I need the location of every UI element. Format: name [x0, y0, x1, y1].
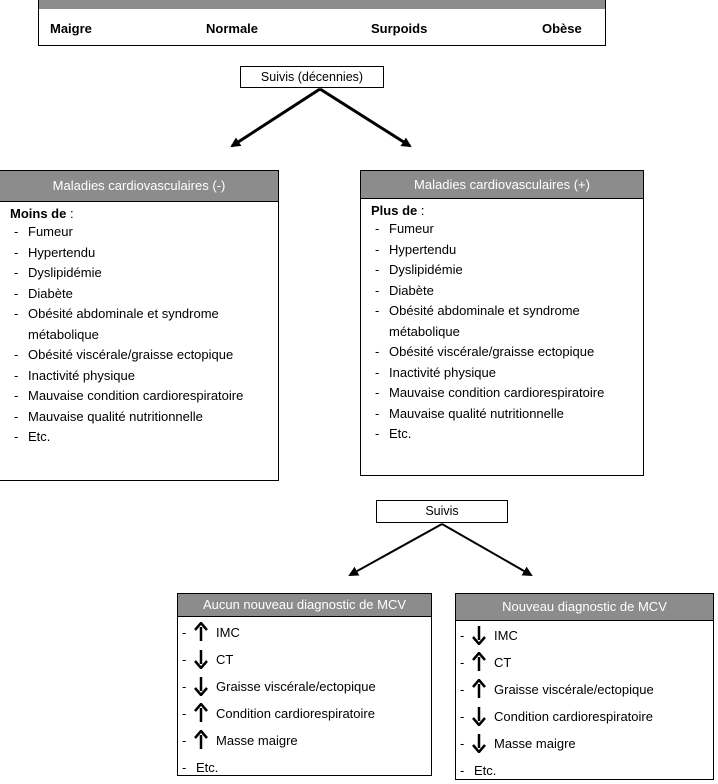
marker-item: [456, 649, 713, 676]
bullet-dash: -: [375, 303, 380, 318]
risk-factor-item: [10, 407, 272, 428]
risk-factor-label: Inactivité physique: [28, 367, 135, 383]
marker-item: [456, 622, 713, 649]
arrow-up-icon: [472, 679, 486, 699]
arrow-down-icon: [472, 625, 486, 645]
scale-label-surpoids: Surpoids: [371, 21, 428, 36]
marker-item: [178, 646, 431, 673]
marker-item: [456, 703, 713, 730]
follow-up-decades-label: Suivis (décennies): [260, 70, 364, 84]
risk-factor-list-negative: [10, 222, 272, 448]
risk-factor-item: [10, 366, 272, 387]
risk-factor-label: Mauvaise condition cardiorespiratoire: [28, 388, 244, 403]
marker-item: [456, 730, 713, 757]
arrow-up-icon: [194, 622, 208, 642]
risk-factor-item: [371, 281, 637, 302]
panel-cvd-positive-body: [361, 199, 643, 445]
marker-list-no-new-diagnosis: [178, 617, 431, 781]
bullet-dash: -: [375, 405, 380, 421]
marker-label: CT: [216, 652, 234, 667]
risk-factor-item: [371, 383, 637, 404]
bullet-dash: -: [14, 265, 19, 280]
bullet-dash: -: [460, 682, 465, 697]
panel-cvd-negative-intro: Moins de :: [10, 206, 74, 221]
marker-label: Graisse viscérale/ectopique: [216, 679, 376, 694]
bullet-dash: -: [182, 706, 187, 721]
panel-no-new-diagnosis-title: Aucun nouveau diagnostic de MCV: [178, 594, 431, 617]
marker-item: [178, 619, 431, 646]
bullet-dash: -: [460, 655, 465, 670]
marker-item: [178, 700, 431, 727]
risk-factor-item: [10, 263, 272, 284]
arrow-to-bottom-right: [442, 524, 531, 575]
arrow-up-icon: [194, 730, 208, 750]
risk-factor-label: Inactivité physique: [389, 364, 496, 380]
marker-label: Masse maigre: [216, 733, 298, 748]
marker-label: Condition cardiorespiratoire: [216, 706, 375, 721]
arrow-to-left-panel: [232, 89, 320, 146]
bullet-dash: -: [14, 285, 19, 301]
risk-factor-label: Diabète: [389, 282, 434, 298]
bullet-dash: -: [14, 244, 19, 260]
risk-factor-item: [10, 284, 272, 305]
risk-factor-item: [371, 240, 637, 261]
scale-label-normale: Normale: [206, 21, 259, 36]
scale-label-obese: Obèse: [542, 21, 582, 36]
panel-new-diagnosis: [455, 593, 714, 780]
arrow-to-right-panel: [320, 89, 410, 146]
risk-factor-item: [371, 260, 637, 281]
marker-item: [178, 673, 431, 700]
risk-factor-item: [371, 424, 637, 445]
risk-factor-label: Fumeur: [389, 221, 434, 236]
bullet-dash: -: [460, 709, 465, 724]
arrow-up-icon: [472, 652, 486, 672]
bullet-dash: -: [375, 282, 380, 298]
risk-factor-item: [10, 345, 272, 366]
bullet-dash: -: [14, 388, 19, 403]
marker-label: Graisse viscérale/ectopique: [494, 682, 654, 697]
panel-cvd-negative-title: Maladies cardiovasculaires (-): [0, 171, 278, 202]
marker-list-new-diagnosis: [456, 621, 713, 784]
risk-factor-label: Dyslipidémie: [28, 265, 102, 280]
panel-cvd-negative: [0, 170, 279, 481]
arrow-down-icon: [194, 676, 208, 696]
arrow-down-icon: [472, 733, 486, 753]
bullet-dash: -: [375, 241, 380, 257]
risk-factor-label: Diabète: [28, 285, 73, 301]
bullet-dash: -: [375, 262, 380, 277]
bullet-dash: -: [182, 760, 187, 775]
risk-factor-label: Obésité viscérale/graisse ectopique: [28, 347, 234, 362]
arrow-to-bottom-left: [350, 524, 442, 575]
bullet-dash: -: [14, 429, 19, 444]
risk-factor-item: [371, 404, 637, 425]
bullet-dash: -: [375, 364, 380, 380]
marker-item: [456, 757, 713, 784]
bullet-dash: -: [460, 736, 465, 751]
panel-cvd-negative-body: [0, 202, 278, 448]
bullet-dash: -: [182, 625, 187, 640]
bullet-dash: -: [460, 628, 465, 643]
risk-factor-item: [371, 301, 637, 342]
risk-factor-label: Mauvaise qualité nutritionnelle: [28, 408, 203, 424]
marker-item: [456, 676, 713, 703]
risk-factor-item: [10, 386, 272, 407]
bullet-dash: -: [375, 221, 380, 236]
panel-no-new-diagnosis: [177, 593, 432, 776]
risk-factor-label: Hypertendu: [28, 244, 96, 260]
bullet-dash: -: [182, 733, 187, 748]
marker-label: Masse maigre: [494, 736, 576, 751]
risk-factor-list-positive: [371, 219, 637, 445]
panel-cvd-positive-intro: Plus de :: [371, 203, 425, 218]
follow-up-label: Suivis: [425, 504, 459, 518]
risk-factor-item: [371, 219, 637, 240]
scale-label-maigre: Maigre: [50, 21, 92, 36]
risk-factor-label: Mauvaise qualité nutritionnelle: [389, 405, 564, 421]
risk-factor-item: [371, 342, 637, 363]
risk-factor-label: Etc.: [389, 426, 412, 441]
panel-cvd-positive-title: Maladies cardiovasculaires (+): [361, 171, 643, 199]
marker-item: [178, 727, 431, 754]
bullet-dash: -: [460, 763, 465, 778]
arrow-up-icon: [194, 703, 208, 723]
marker-label: CT: [494, 655, 512, 670]
arrow-down-icon: [194, 649, 208, 669]
risk-factor-label: Obésité abdominale et syndrome métabolique: [389, 303, 580, 339]
risk-factor-item: [10, 222, 272, 243]
bullet-dash: -: [14, 408, 19, 424]
bullet-dash: -: [14, 347, 19, 362]
marker-label: Etc.: [474, 763, 497, 778]
marker-label: Condition cardiorespiratoire: [494, 709, 653, 724]
bullet-dash: -: [375, 344, 380, 359]
bullet-dash: -: [14, 224, 19, 239]
risk-factor-item: [10, 427, 272, 448]
risk-factor-label: Dyslipidémie: [389, 262, 463, 277]
risk-factor-label: Obésité viscérale/graisse ectopique: [389, 344, 595, 359]
marker-item: [178, 754, 431, 781]
marker-label: Etc.: [196, 760, 219, 775]
bullet-dash: -: [375, 385, 380, 400]
follow-up-decades-box: [240, 66, 384, 88]
bullet-dash: -: [182, 652, 187, 667]
risk-factor-item: [10, 304, 272, 345]
risk-factor-label: Mauvaise condition cardiorespiratoire: [389, 385, 605, 400]
bullet-dash: -: [14, 306, 19, 321]
bullet-dash: -: [182, 679, 187, 694]
risk-factor-label: Etc.: [28, 429, 51, 444]
risk-factor-label: Obésité abdominale et syndrome métabolique: [28, 306, 219, 342]
risk-factor-label: Fumeur: [28, 224, 73, 239]
bullet-dash: -: [375, 426, 380, 441]
panel-new-diagnosis-title: Nouveau diagnostic de MCV: [456, 594, 713, 621]
panel-cvd-positive: [360, 170, 644, 476]
risk-factor-item: [10, 243, 272, 264]
arrow-down-icon: [472, 706, 486, 726]
follow-up-box: [376, 500, 508, 523]
marker-label: IMC: [494, 628, 518, 643]
risk-factor-label: Hypertendu: [389, 241, 457, 257]
bullet-dash: -: [14, 367, 19, 383]
risk-factor-item: [371, 363, 637, 384]
marker-label: IMC: [216, 625, 240, 640]
